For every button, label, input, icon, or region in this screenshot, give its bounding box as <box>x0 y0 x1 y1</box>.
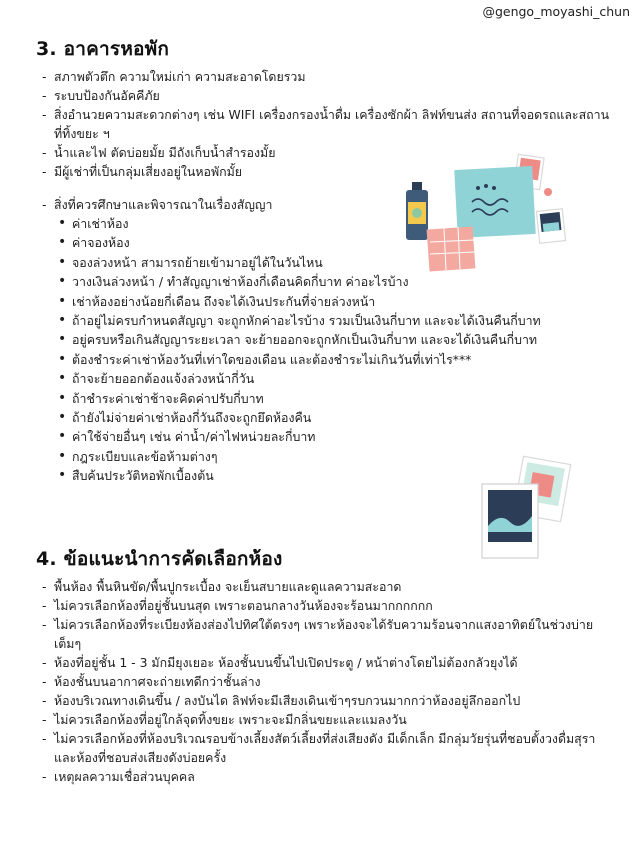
list-item: - ห้องบริเวณทางเดินขึ้น / ลงบันได ลิฟท์จะมีเสียงเดินเข้าๆรบกวนมากกว่าห้องอยู่ลึกออกไป <box>36 691 626 710</box>
room-tips-list <box>36 577 626 786</box>
list-item: - ไม่ควรเลือกห้องที่ระเบียงห้องส่องไปทิศใต้ตรงๆ เพราะห้องจะได้รับความร้อนจากแสงอาทิตย์ในช่วงบ่ายเต็มๆ <box>36 615 614 653</box>
list-item: • ค่าจองห้อง <box>36 233 626 252</box>
list-item: • ถ้าชำระค่าเช่าช้าจะคิดค่าปรับกี่บาท <box>36 389 626 408</box>
list-item: • อยู่ครบหรือเกินสัญญาระยะเวลา จะย้ายออกจะถูกหักเป็นเงินกี่บาท และจะได้เงินคืนกี่บาท <box>36 330 626 349</box>
list-item: • เช่าห้องอย่างน้อยกี่เดือน ถึงจะได้เงินประกันที่จ่ายล่วงหน้า <box>36 292 626 311</box>
list-item: • ถ้าอยู่ไม่ครบกำหนดสัญญา จะถูกหักค่าอะไรบ้าง รวมเป็นเงินกี่บาท และจะได้เงินคืนกี่บาท <box>36 311 626 330</box>
list-item: • ถ้ายังไม่จ่ายค่าเช่าห้องกี่วันถึงจะถูกยึดห้องคืน <box>36 408 626 427</box>
sticky-note-board <box>398 150 598 280</box>
section-3-title: 3. อาคารหอพัก <box>36 38 170 60</box>
list-item: • ถ้าจะย้ายออกต้องแจ้งล่วงหน้ากี่วัน <box>36 369 626 388</box>
list-item: • วางเงินล่วงหน้า / ทำสัญญาเช่าห้องกี่เดือนคิดกี่บาท ค่าอะไรบ้าง <box>36 272 626 291</box>
grid-note-icon <box>427 226 476 271</box>
list-item: - สิ่งอำนวยความสะดวกต่างๆ เช่น WIFI เครื่องกรองน้ำดื่ม เครื่องซักผ้า ลิฟท์ขนส่ง สถานที่จอดรถและสถานที่ทิ้งขยะ ฯ <box>36 105 614 143</box>
polaroid-photos <box>470 452 580 582</box>
list-item: - ไม่ควรเลือกห้องที่ห้องบริเวณรอบข้างเลี้ยงสัตว์เลี้ยงที่ส่งเสียงดัง มีเด็กเล็ก มีกลุ่มวัยรุ่นที่ชอบตั้งวงดื่มสุรา และห้องที่ชอบส่งเสียงดังบ่อยครั้ง <box>36 729 614 767</box>
list-item: - ห้องชั้นบนอากาศจะถ่ายเทดีกว่าชั้นล่าง <box>36 672 626 691</box>
section-4-title: 4. ข้อแนะนำการคัดเลือกห้อง <box>36 548 283 570</box>
list-item: • ต้องชำระค่าเช่าห้องวันที่เท่าใดของเดือน และต้องชำระไม่เกินวันที่เท่าไร*** <box>36 350 626 369</box>
list-item: • กฎระเบียบและข้อห้ามต่างๆ <box>36 447 626 466</box>
list-item: - เหตุผลความเชื่อส่วนบุคคล <box>36 767 626 786</box>
list-item: - ระบบป้องกันอัคคีภัย <box>36 86 626 105</box>
bottle-icon <box>406 182 428 240</box>
pin-icon <box>544 188 552 196</box>
list-item: • จองล่วงหน้า สามารถย้ายเข้ามาอยู่ได้ในวันไหน <box>36 253 626 272</box>
list-item: - น้ำและไฟ ตัดบ่อยมั้ย มีถังเก็บน้ำสำรองมั้ย <box>36 143 626 162</box>
photo-icon <box>536 209 565 244</box>
list-item: - พื้นห้อง พื้นหินขัด/พื้นปูกระเบื้อง จะเย็นสบายและดูแลความสะอาด <box>36 577 626 596</box>
photo-icon <box>482 484 538 558</box>
account-handle: @gengo_moyashi_chun <box>482 4 630 19</box>
list-item: - ไม่ควรเลือกห้องที่อยู่ชั้นบนสุด เพราะตอนกลางวันห้องจะร้อนมากกกกกก <box>36 596 626 615</box>
list-item: • สืบค้นประวัติหอพักเบื้องต้น <box>36 466 626 485</box>
list-item: • ค่าเช่าห้อง <box>36 214 626 233</box>
list-item: • ค่าใช้จ่ายอื่นๆ เช่น ค่าน้ำ/ค่าไฟหน่วยละกี่บาท <box>36 427 626 446</box>
list-item: - ห้องที่อยู่ชั้น 1 - 3 มักมียุงเยอะ ห้องชั้นบนขึ้นไปเปิดประตู / หน้าต่างโดยไม่ต้องกลัวยุงได้ <box>36 653 626 672</box>
list-item: - ไม่ควรเลือกห้องที่อยู่ใกล้จุดทิ้งขยะ เพราะจะมีกลิ่นขยะและแมลงวัน <box>36 710 626 729</box>
list-item: - สภาพตัวตึก ความใหม่เก่า ความสะอาดโดยรวม <box>36 67 626 86</box>
contract-intro: - สิ่งที่ควรศึกษาและพิจารณาในเรื่องสัญญา <box>36 195 626 214</box>
list-item: - มีผู้เช่าที่เป็นกลุ่มเสี่ยงอยู่ในหอพักมั้ย <box>36 162 626 181</box>
